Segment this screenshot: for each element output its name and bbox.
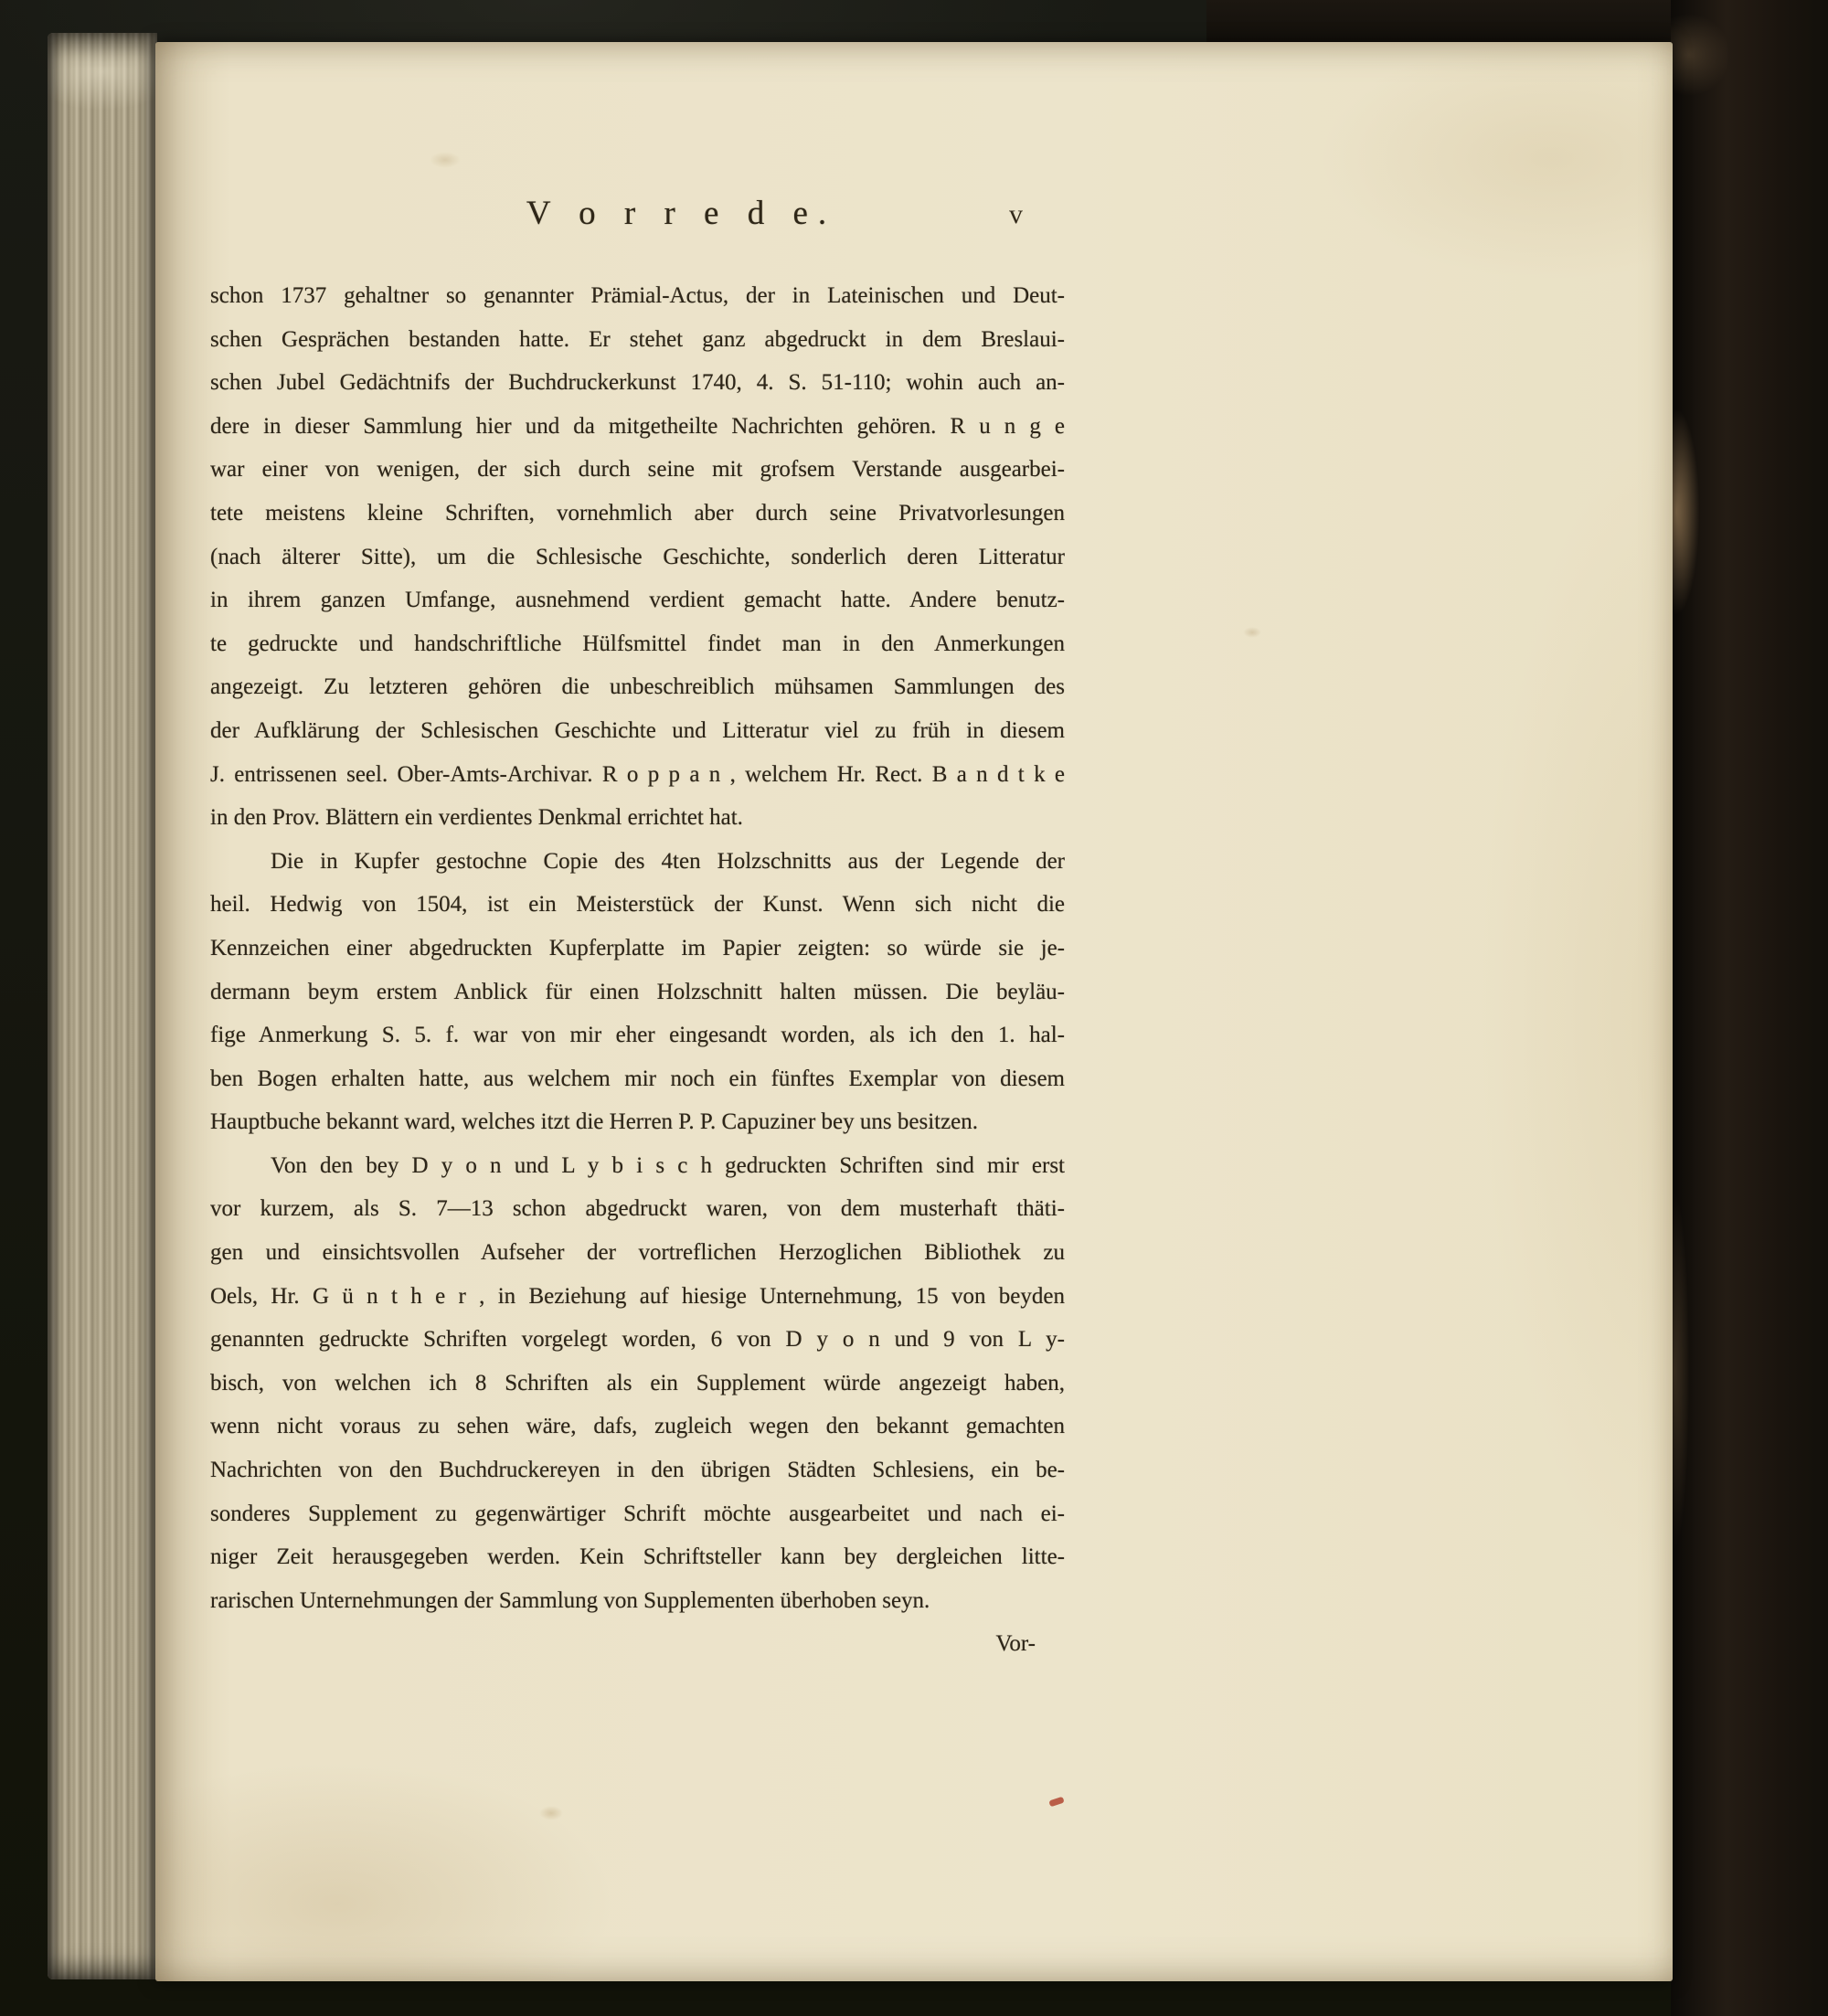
text-line: gen und einsichtsvollen Aufseher der vortreflichen Herzoglichen Bibliothek zu bbox=[210, 1240, 1065, 1266]
text-line: schen Jubel Gedächtnifs der Buchdruckerkunst 1740, 4. S. 51-110; wohin auch an- bbox=[210, 370, 1065, 396]
text-line: wenn nicht voraus zu sehen wäre, dafs, zugleich wegen den bekannt gemachten bbox=[210, 1414, 1065, 1439]
text-line: Oels, Hr. G ü n t h e r , in Beziehung auf hiesige Unternehmung, 15 von beyden bbox=[210, 1283, 1065, 1309]
text-line: te gedruckte und handschriftliche Hülfsmittel findet man in den Anmerkungen bbox=[210, 631, 1065, 656]
text-line: genannten gedruckte Schriften vorgelegt worden, 6 von D y o n und 9 von L y- bbox=[210, 1327, 1065, 1353]
text-line: schon 1737 gehaltner so genannter Prämial-Actus, der in Lateinischen und Deut- bbox=[210, 283, 1065, 308]
text-line: dere in dieser Sammlung hier und da mitgetheilte Nachrichten gehören. R u n g e bbox=[210, 413, 1065, 439]
text-block bbox=[210, 274, 1065, 1666]
text-line: bisch, von welchen ich 8 Schriften als ein Supplement würde angezeigt haben, bbox=[210, 1370, 1065, 1395]
page-header bbox=[210, 194, 1065, 258]
text-line: war einer von wenigen, der sich durch seine mit grofsem Verstande ausgearbei- bbox=[210, 457, 1065, 483]
text-line: tete meistens kleine Schriften, vornehmlich aber durch seine Privatvorlesungen bbox=[210, 500, 1065, 525]
text-line: niger Zeit herausgegeben werden. Kein Schriftsteller kann bey dergleichen litte- bbox=[210, 1544, 1065, 1570]
text-line: J. entrissenen seel. Ober-Amts-Archivar. R o p p a n , welchem Hr. Rect. B a n d t k e bbox=[210, 761, 1065, 787]
paragraph bbox=[210, 1144, 1065, 1623]
text-line: dermann beym erstem Anblick für einen Holzschnitt halten müssen. Die beyläu- bbox=[210, 979, 1065, 1004]
paragraph bbox=[210, 840, 1065, 1144]
text-line: ben Bogen erhalten hatte, aus welchem mir noch ein fünftes Exemplar von diesem bbox=[210, 1066, 1065, 1091]
paper-stain bbox=[1243, 627, 1261, 638]
text-line: angezeigt. Zu letzteren gehören die unbeschreiblich mühsamen Sammlungen des bbox=[210, 674, 1065, 700]
paragraph bbox=[210, 274, 1065, 840]
text-line: in ihrem ganzen Umfange, ausnehmend verdient gemacht hatte. Andere benutz- bbox=[210, 588, 1065, 613]
catchword: Vor- bbox=[995, 1631, 1036, 1657]
text-line: sonderes Supplement zu gegenwärtiger Schrift möchte ausgearbeitet und nach ei- bbox=[210, 1501, 1065, 1526]
text-line: der Aufklärung der Schlesischen Geschichte und Litteratur viel zu früh in diesem bbox=[210, 717, 1065, 743]
text-line: Die in Kupfer gestochne Copie des 4ten Holzschnitts aus der Legende der bbox=[271, 848, 1065, 874]
section-title: V o r r e d e. bbox=[526, 195, 837, 232]
text-line: rarischen Unternehmungen der Sammlung von Supplementen überhoben seyn. bbox=[210, 1587, 930, 1613]
paper-stain bbox=[539, 1806, 563, 1820]
paper-stain bbox=[430, 152, 461, 168]
book-cover-right-edge bbox=[1671, 0, 1828, 2016]
text-line: schen Gesprächen bestanden hatte. Er stehet ganz abgedruckt in dem Breslaui- bbox=[210, 326, 1065, 352]
page-number: v bbox=[1009, 199, 1023, 229]
text-line: vor kurzem, als S. 7—13 schon abgedruckt waren, von dem musterhaft thäti- bbox=[210, 1196, 1065, 1222]
text-line: Hauptbuche bekannt ward, welches itzt die Herren P. P. Capuziner bey uns besitzen. bbox=[210, 1109, 979, 1135]
text-line: Kennzeichen einer abgedruckten Kupferplatte im Papier zeigten: so würde sie je- bbox=[210, 935, 1065, 960]
text-line: (nach älterer Sitte), um die Schlesische Geschichte, sonderlich deren Litteratur bbox=[210, 544, 1065, 569]
text-line: Nachrichten von den Buchdruckereyen in den übrigen Städten Schlesiens, ein be- bbox=[210, 1458, 1065, 1483]
text-line: heil. Hedwig von 1504, ist ein Meisterstück der Kunst. Wenn sich nicht die bbox=[210, 892, 1065, 918]
text-line: Von den bey D y o n und L y b i s c h gedruckten Schriften sind mir erst bbox=[271, 1152, 1065, 1178]
text-line: fige Anmerkung S. 5. f. war von mir eher eingesandt worden, als ich den 1. hal- bbox=[210, 1023, 1065, 1048]
text-line: in den Prov. Blättern ein verdientes Denkmal errichtet hat. bbox=[210, 805, 743, 831]
book-page-edges bbox=[48, 33, 157, 1979]
